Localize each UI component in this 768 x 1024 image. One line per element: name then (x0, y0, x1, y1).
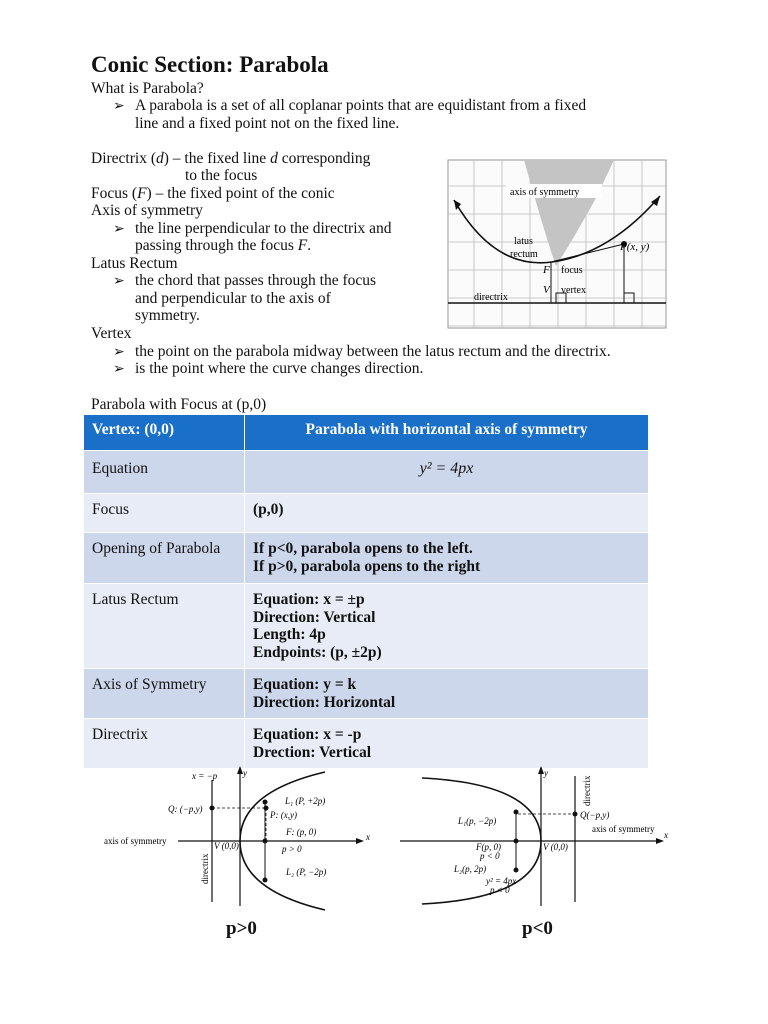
svg-text:F(p, 0): F(p, 0) (476, 842, 501, 852)
table-row (84, 584, 649, 669)
focus-term: Focus (F) – the fixed point of the conic (91, 185, 335, 202)
row-value: If p<0, parabola opens to the left. If p>0, parabola opens to the right (245, 533, 649, 584)
label-p-positive: p>0 (226, 918, 257, 939)
svg-text:L₁(p, −2p): L₁(p, −2p) (458, 816, 497, 826)
graph-p-negative (400, 762, 670, 912)
svg-text:Q(−p,y): Q(−p,y) (580, 810, 610, 820)
svg-text:directrix: directrix (474, 292, 508, 303)
table-row (84, 669, 649, 719)
vertex-term: Vertex (91, 325, 132, 342)
svg-text:axis of symmetry: axis of symmetry (104, 836, 167, 846)
definition-line-2: line and a fixed point not on the fixed line. (135, 115, 400, 132)
svg-text:vertex: vertex (561, 285, 586, 296)
row-value: Equation: y = k Direction: Horizontal (245, 669, 649, 719)
axis-desc-1: ➢ the line perpendicular to the directrix and (113, 220, 392, 237)
parabola-properties-table (83, 414, 649, 769)
table-row (84, 451, 649, 494)
row-label: Focus (84, 494, 245, 533)
intro-question: What is Parabola? (91, 80, 204, 97)
svg-text:Q: (−p,y): Q: (−p,y) (168, 804, 203, 814)
bullet-arrow-icon: ➢ (113, 99, 125, 114)
bullet-arrow-icon: ➢ (113, 345, 125, 360)
svg-text:L₁ (P, +2p): L₁ (P, +2p) (285, 796, 326, 806)
latus-term: Latus Rectum (91, 255, 178, 272)
axis-term: Axis of symmetry (91, 202, 203, 219)
definition-line-1: ➢ A parabola is a set of all coplanar points that are equidistant from a fixed (113, 97, 587, 114)
latus-desc-1: ➢ the chord that passes through the focus (113, 272, 377, 289)
svg-text:L₂(p, 2p): L₂(p, 2p) (454, 864, 487, 874)
row-label: Opening of Parabola (84, 533, 245, 584)
directrix-term: Directrix (d) – the fixed line d corresponding (91, 150, 371, 167)
svg-text:x = −p: x = −p (192, 771, 218, 781)
page-title: Conic Section: Parabola (91, 52, 329, 77)
table-header-cell: Parabola with horizontal axis of symmetry (245, 415, 649, 451)
table-row (84, 719, 649, 769)
svg-text:V (0,0): V (0,0) (214, 841, 239, 851)
graph-p-positive (90, 762, 380, 912)
svg-text:directrix: directrix (200, 853, 210, 884)
vertex-desc-2: ➢ is the point where the curve changes direction. (113, 360, 424, 377)
label-p-negative: p<0 (522, 918, 553, 939)
vertex-desc-1: ➢ the point on the parabola midway between the latus rectum and the directrix. (113, 343, 611, 360)
bullet-arrow-icon: ➢ (113, 222, 125, 237)
table-header-cell: Vertex: (0,0) (84, 415, 245, 451)
svg-text:y: y (544, 768, 548, 778)
row-value: (p,0) (245, 494, 649, 533)
latus-desc-3: symmetry. (135, 307, 200, 324)
table-row (84, 533, 649, 584)
svg-text:p > 0: p > 0 (282, 844, 302, 854)
svg-text:axis of symmetry: axis of symmetry (592, 824, 655, 834)
table-caption: Parabola with Focus at (p,0) (91, 396, 267, 413)
row-label: Latus Rectum (84, 584, 245, 669)
bullet-arrow-icon: ➢ (113, 362, 125, 377)
axis-of-symmetry-label: axis of symmetry (510, 187, 580, 198)
svg-text:directrix: directrix (582, 775, 592, 806)
svg-text:p < 0: p < 0 (490, 885, 510, 895)
row-label: Equation (84, 451, 245, 494)
latus-desc-2: and perpendicular to the axis of (135, 290, 331, 307)
svg-text:rectum: rectum (510, 249, 538, 260)
svg-text:L₂ (P, −2p): L₂ (P, −2p) (286, 867, 327, 877)
svg-text:V: V (543, 284, 550, 296)
svg-text:P: (x,y): P: (x,y) (270, 810, 297, 820)
svg-text:p < 0: p < 0 (480, 851, 500, 861)
svg-text:y: y (243, 768, 247, 778)
svg-text:P(x, y): P(x, y) (620, 241, 650, 253)
svg-text:y² = 4px: y² = 4px (486, 876, 517, 886)
row-value: y² = 4px (245, 451, 649, 494)
svg-text:focus: focus (561, 265, 583, 276)
table-row (84, 494, 649, 533)
row-label: Directrix (84, 719, 245, 769)
table-header-row (84, 415, 649, 451)
row-value: Equation: x = -p Drection: Vertical (245, 719, 649, 769)
svg-text:V (0,0): V (0,0) (543, 842, 568, 852)
bullet-arrow-icon: ➢ (113, 274, 125, 289)
svg-text:F: (p, 0): F: (p, 0) (286, 827, 317, 837)
axis-desc-2: passing through the focus F. (135, 237, 312, 254)
parabola-diagram (446, 158, 668, 330)
svg-text:F: F (543, 264, 550, 276)
directrix-term-line-2: to the focus (185, 167, 258, 184)
svg-text:x: x (366, 832, 370, 842)
svg-text:x: x (664, 830, 668, 840)
row-label: Axis of Symmetry (84, 669, 245, 719)
row-value: Equation: x = ±p Direction: Vertical Length: 4p Endpoints: (p, ±2p) (245, 584, 649, 669)
svg-text:latus: latus (514, 236, 533, 247)
